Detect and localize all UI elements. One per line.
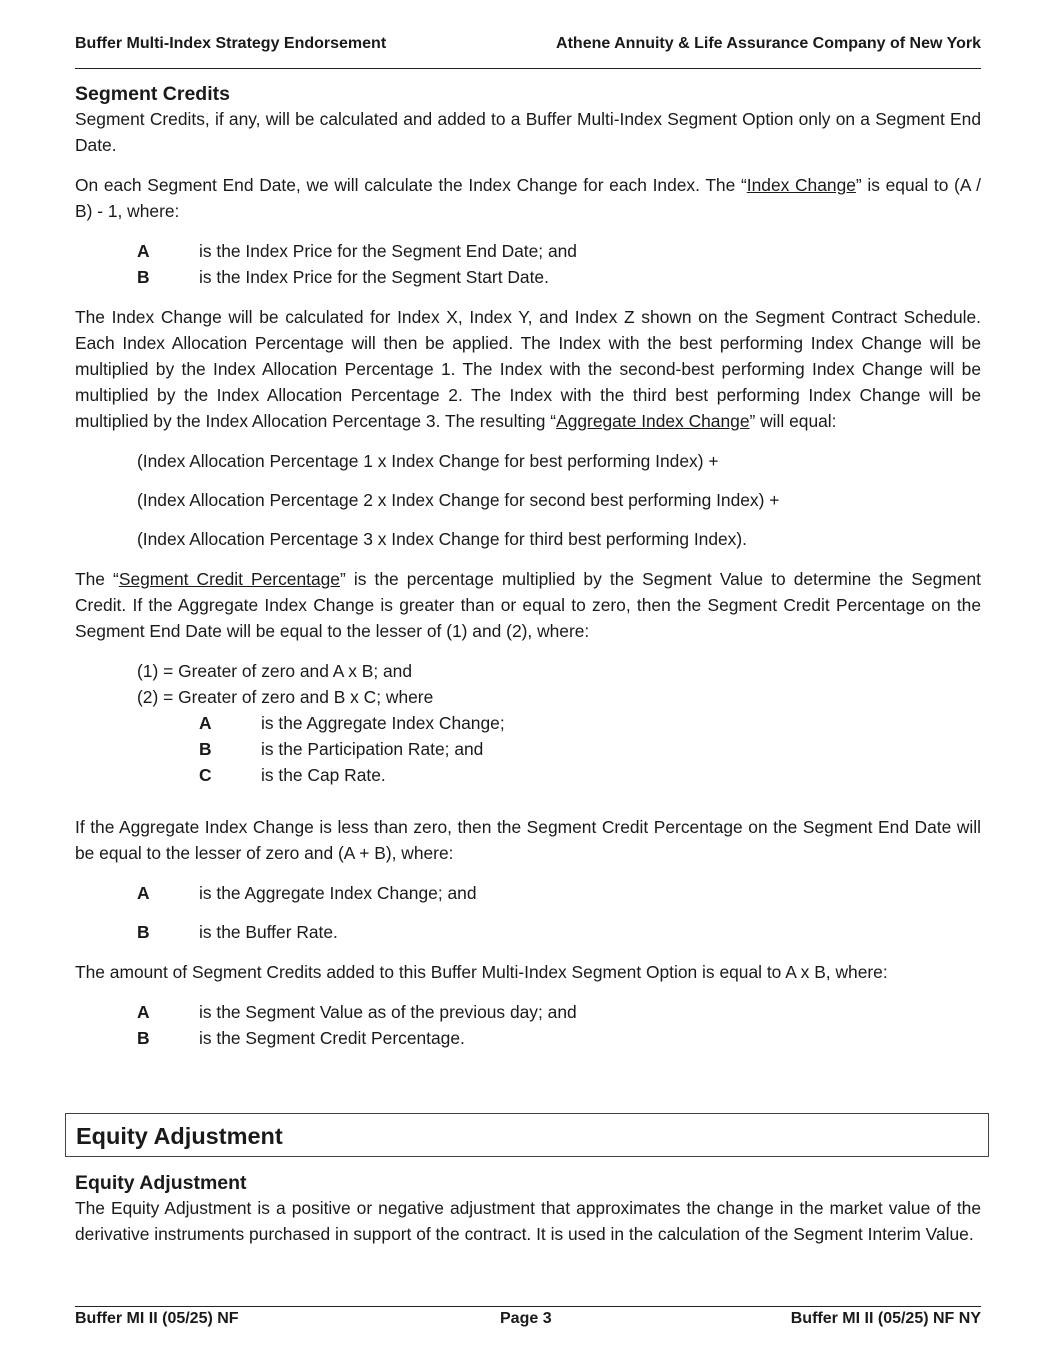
equity-adjustment-box-title: Equity Adjustment: [76, 1123, 283, 1149]
definition-row: B is the Buffer Rate.: [137, 922, 338, 942]
equity-adjustment-heading: Equity Adjustment: [75, 1172, 247, 1194]
segment-credits-p5: If the Aggregate Index Change is less than zero, then the Segment Credit Percentage on the Segment End Date will be equal to the lesser of zero and (A + B), where:: [75, 817, 981, 863]
header-left: Buffer Multi-Index Strategy Endorsement: [75, 35, 387, 52]
condition-1: (1) = Greater of zero and A x B; and: [137, 661, 413, 681]
segment-credits-p3: The Index Change will be calculated for Index X, Index Y, and Index Z shown on the Segment Contract Schedule. Each Index Allocation Percentage will then be applied. The Index with the best performing Index Change will be multiplied by the Index Allocation Percentage 1. The Index with the second-best performing Index Change will be multiplied by the Index Allocation Percentage 2. The Index with the third best performing Index Change will be multiplied by the Index Allocation Percentage 3. The resulting “Aggregate Index Change” will equal:: [75, 307, 981, 431]
page-header: [75, 35, 981, 55]
definition-row: C is the Cap Rate.: [199, 765, 386, 785]
equity-adjustment-p1: The Equity Adjustment is a positive or negative adjustment that approximates the change in the market value of the derivative instruments purchased in support of the contract. It is used in the calculation of the Segment Interim Value.: [75, 1198, 981, 1244]
definition-row: A is the Aggregate Index Change; and: [137, 883, 477, 903]
segment-credits-p4: The “Segment Credit Percentage” is the percentage multiplied by the Segment Value to determine the Segment Credit. If the Aggregate Index Change is greater than or equal to zero, then the Segment Credit Percentage on the Segment End Date will be equal to the lesser of (1) and (2), where:: [75, 569, 981, 641]
equity-adjustment-section-box: [65, 1113, 989, 1157]
footer-rule: [75, 1306, 981, 1307]
segment-credit-percentage-term: Segment Credit Percentage: [118, 569, 340, 589]
formula-line-1: (Index Allocation Percentage 1 x Index Change for best performing Index) +: [137, 451, 719, 471]
footer-right: Buffer MI II (05/25) NF NY: [790, 1310, 981, 1327]
segment-credits-p2: On each Segment End Date, we will calculate the Index Change for each Index. The “Index Change” is equal to (A / B) - 1, where:: [75, 175, 982, 221]
segment-credits-p6: The amount of Segment Credits added to this Buffer Multi-Index Segment Option is equal to A x B, where:: [75, 962, 888, 982]
index-change-definitions: [75, 238, 981, 290]
aggregate-index-change-term: Aggregate Index Change: [556, 411, 750, 431]
definition-row: A is the Aggregate Index Change;: [199, 713, 505, 733]
footer-left: Buffer MI II (05/25) NF: [75, 1310, 239, 1327]
page-number: Page 3: [500, 1310, 552, 1327]
formula-line-3: (Index Allocation Percentage 3 x Index Change for third best performing Index).: [137, 529, 747, 549]
condition-2: (2) = Greater of zero and B x C; where: [137, 687, 434, 707]
segment-credits-section: [75, 82, 981, 1051]
header-rule: [75, 68, 981, 69]
formula-line-2: (Index Allocation Percentage 2 x Index Change for second best performing Index) +: [137, 490, 780, 510]
segment-credits-p1: Segment Credits, if any, will be calculated and added to a Buffer Multi-Index Segment Option only on a Segment End Date.: [75, 109, 981, 155]
definition-row: B is the Participation Rate; and: [199, 739, 484, 759]
header-right: Athene Annuity & Life Assurance Company of New York: [556, 35, 981, 52]
segment-credit-amount-definitions: [75, 999, 981, 1051]
segment-credits-heading: Segment Credits: [75, 83, 230, 105]
definition-row: B is the Index Price for the Segment Start Date.: [137, 267, 549, 287]
page-footer: [75, 1310, 981, 1330]
definition-row: A is the Index Price for the Segment End Date; and: [137, 241, 577, 261]
definition-row: A is the Segment Value as of the previous day; and: [137, 1002, 577, 1022]
equity-adjustment-section: [75, 1171, 981, 1247]
definition-row: B is the Segment Credit Percentage.: [137, 1028, 465, 1048]
index-change-term: Index Change: [746, 175, 856, 195]
condition-list: [75, 658, 981, 788]
